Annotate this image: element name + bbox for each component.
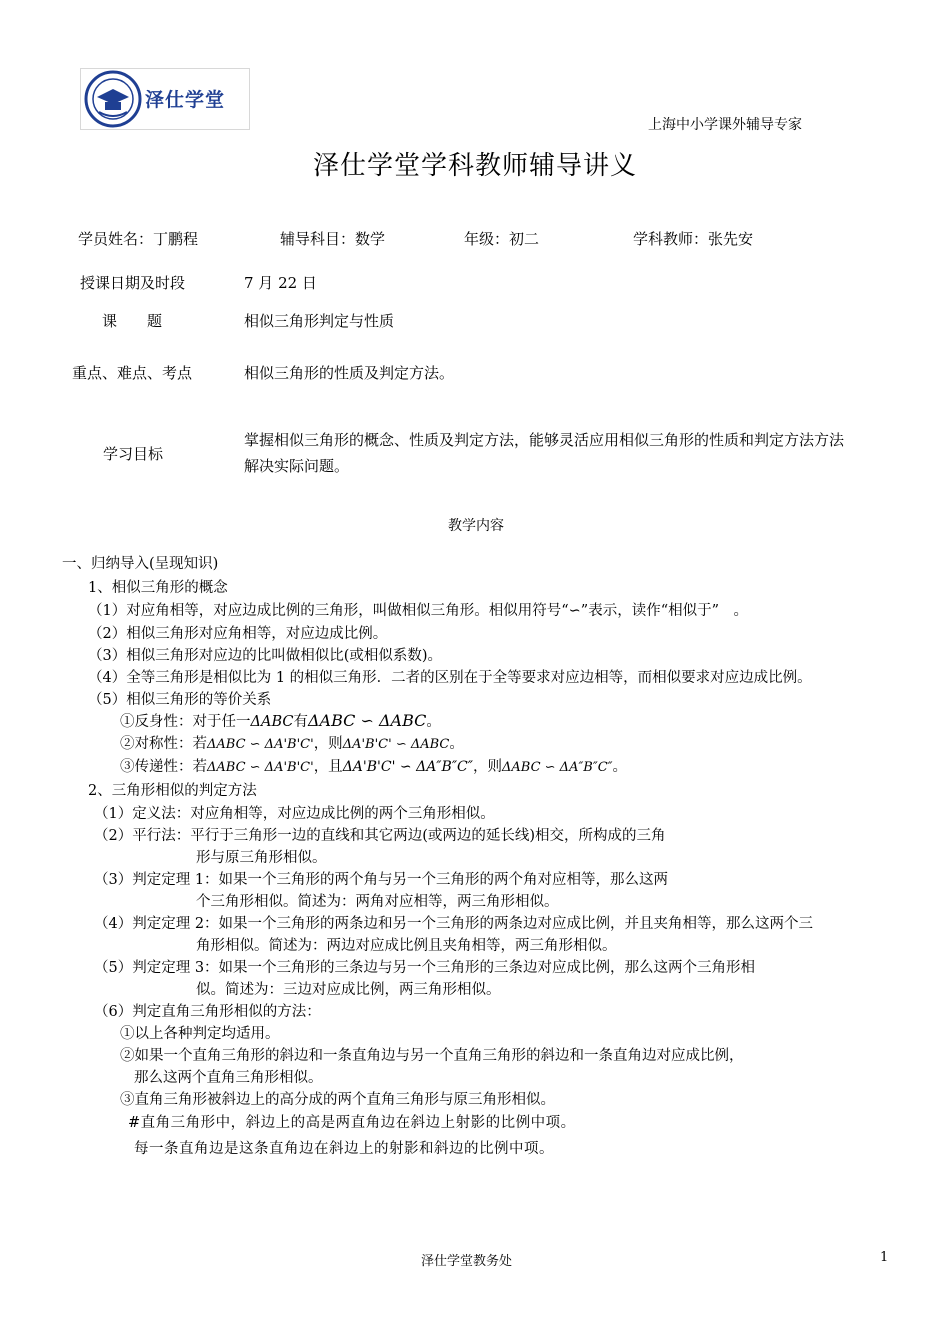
subsection-1-heading: 1、相似三角形的概念 [88, 580, 228, 596]
math-expression: ΔABC ∽ ΔABC [307, 711, 427, 730]
page-title: 泽仕学堂学科教师辅导讲义 [312, 151, 637, 181]
reflexive-line [120, 710, 441, 731]
text-line: （1）对应角相等，对应边成比例的三角形，叫做相似三角形。相似用符号“∽”表示，读作“相似于” 。 [88, 603, 749, 619]
text-line: （6）判定直角三角形相似的方法： [94, 1004, 321, 1020]
text-line: （4）全等三角形是相似比为 1 的相似三角形．二者的区别在于全等要求对应边相等，而相似要求对应边成比例。 [88, 670, 812, 686]
goal-label: 学习目标 [103, 445, 164, 463]
text-fragment: ③传递性：若 [120, 759, 207, 775]
math-expression: ΔABC ∽ ΔA'B'C' [207, 760, 314, 775]
footer-text: 泽仕学堂教务处 [421, 1254, 513, 1269]
text-fragment: ①反身性：对于任一 [120, 714, 251, 730]
text-fragment: ②对称性：若 [120, 736, 207, 752]
text-line: ②如果一个直角三角形的斜边和一条直角边与另一个直角三角形的斜边和一条直角边对应成比例， [120, 1048, 744, 1064]
math-expression: ΔABC ∽ ΔA″B″C″ [502, 760, 613, 775]
grade: 年级：初二 [464, 230, 540, 248]
text-line: （5）判定定理 3：如果一个三角形的三条边与另一个三角形的三条边对应成比例，那么这两个三角形相 [94, 960, 756, 976]
text-line: （2）平行法：平行于三角形一边的直线和其它两边(或两边的延长线)相交，所构成的三角 [94, 828, 666, 844]
text-line: #直角三角形中，斜边上的高是两直角边在斜边上射影的比例中项。 [128, 1115, 576, 1131]
text-line: ③直角三角形被斜边上的高分成的两个直角三角形与原三角形相似。 [120, 1092, 555, 1108]
text-line: （3）相似三角形对应边的比叫做相似比(或相似系数)。 [88, 648, 443, 664]
student-name: 学员姓名：丁鹏程 [78, 230, 199, 248]
text-fragment: ，则 [313, 736, 343, 752]
logo [80, 68, 250, 130]
math-expression: ΔABC [250, 714, 294, 730]
subsection-2-heading: 2、三角形相似的判定方法 [88, 783, 257, 799]
text-fragment: 。 [449, 736, 464, 752]
subject: 辅导科目：数学 [280, 230, 386, 248]
content-heading: 教学内容 [448, 518, 504, 534]
text-line: 每一条直角边是这条直角边在斜边上的射影和斜边的比例中项。 [134, 1141, 554, 1157]
text-line: （1）定义法：对应角相等，对应边成比例的两个三角形相似。 [94, 806, 495, 822]
school-seal-icon [83, 70, 143, 128]
text-fragment: 有 [293, 714, 308, 730]
text-line: 形与原三角形相似。 [196, 850, 327, 866]
date-value: 7 月 22 日 [244, 274, 317, 292]
math-expression: ΔA'B'C' ∽ ΔA″B″C″ [342, 759, 473, 775]
text-line: （2）相似三角形对应角相等，对应边成比例。 [88, 626, 388, 642]
logo-text: 泽仕学堂 [145, 89, 226, 111]
goal-value-line2: 解决实际问题。 [244, 457, 350, 475]
topic-value: 相似三角形判定与性质 [244, 312, 395, 330]
section-1-heading: 一、归纳导入(呈现知识) [62, 556, 219, 572]
teacher: 学科教师：张先安 [633, 230, 754, 248]
date-label: 授课日期及时段 [80, 274, 186, 292]
goal-value-line1: 掌握相似三角形的概念、性质及判定方法，能够灵活应用相似三角形的性质和判定方法方法 [244, 431, 845, 449]
text-fragment: ，则 [473, 759, 502, 775]
page-number: 1 [880, 1250, 889, 1265]
text-line: （3）判定定理 1：如果一个三角形的两个角与另一个三角形的两个角对应相等，那么这两 [94, 872, 669, 888]
symmetric-line [120, 732, 464, 753]
text-line: 个三角形相似。简述为：两角对应相等，两三角形相似。 [196, 894, 559, 910]
transitive-line [120, 755, 627, 776]
text-line: 角形相似。简述为：两边对应成比例且夹角相等，两三角形相似。 [196, 938, 617, 954]
text-fragment: 。 [612, 759, 628, 775]
focus-value: 相似三角形的性质及判定方法。 [244, 364, 455, 382]
text-line: （5）相似三角形的等价关系 [88, 692, 272, 708]
text-fragment: 。 [426, 714, 441, 730]
text-line: ①以上各种判定均适用。 [120, 1026, 280, 1042]
topic-label: 课 题 [102, 312, 163, 330]
text-line: 那么这两个直角三角形相似。 [134, 1070, 323, 1086]
text-fragment: ，且 [313, 759, 343, 775]
text-line: 似。简述为：三边对应成比例，两三角形相似。 [196, 982, 501, 998]
focus-label: 重点、难点、考点 [72, 364, 193, 382]
math-expression: ΔA'B'C' ∽ ΔABC [342, 737, 450, 752]
math-expression: ΔABC ∽ ΔA'B'C' [207, 737, 314, 752]
tagline: 上海中小学课外辅导专家 [648, 117, 802, 133]
text-line: （4）判定定理 2：如果一个三角形的两条边和另一个三角形的两条边对应成比例，并且夹角相等，那么这两个三 [94, 916, 814, 932]
